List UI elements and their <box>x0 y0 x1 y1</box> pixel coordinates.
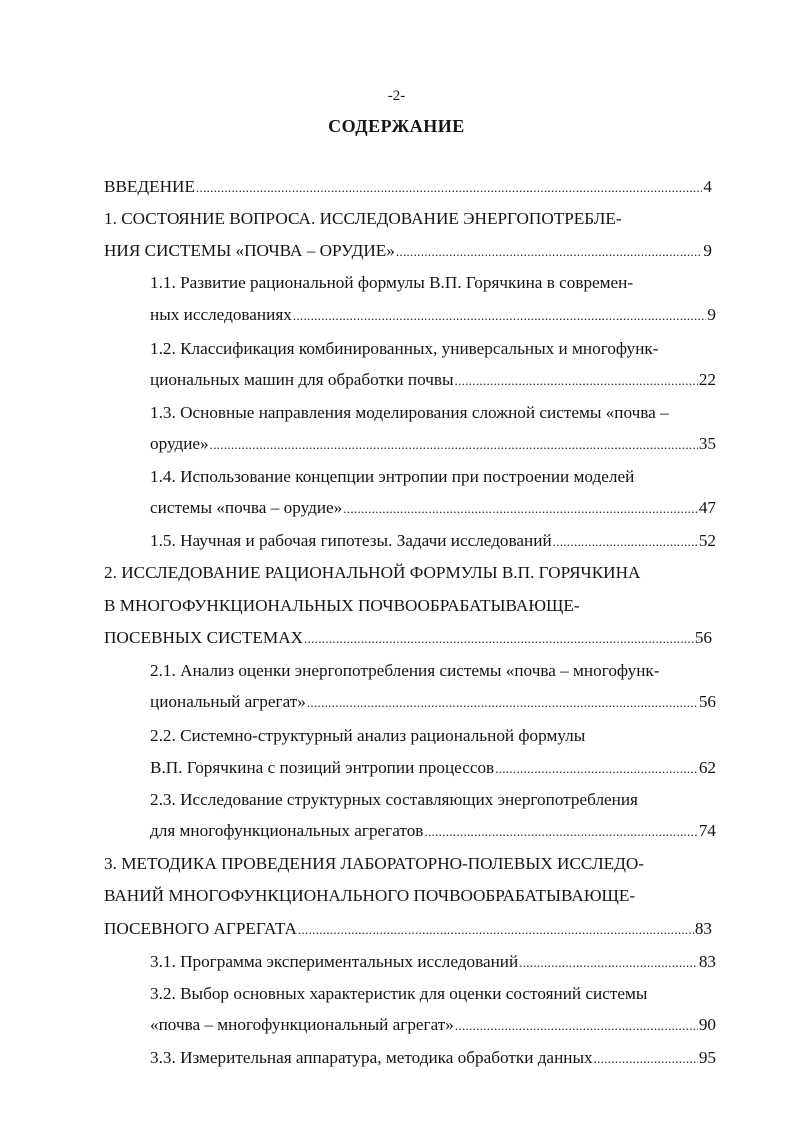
dot-leader <box>455 1015 698 1036</box>
page-number: -2- <box>387 88 406 104</box>
toc-chapter-3-line-1[interactable]: 3. МЕТОДИКА ПРОВЕДЕНИЯ ЛАБОРАТОРНО-ПОЛЕВЫХ ИССЛЕДО- <box>104 854 644 873</box>
toc-chapter-3-line-2[interactable]: ВАНИЙ МНОГОФУНКЦИОНАЛЬНОГО ПОЧВООБРАБАТЫВАЮЩЕ- <box>104 886 636 905</box>
dot-leader <box>553 531 698 552</box>
dot-leader <box>210 434 698 455</box>
toc-section-1-4[interactable] <box>150 497 716 519</box>
toc-section-2-2[interactable] <box>150 757 716 779</box>
toc-page-number: 74 <box>698 821 716 840</box>
toc-entry-introduction[interactable] <box>104 176 712 198</box>
toc-entry-text: ВВЕДЕНИЕ <box>104 177 195 196</box>
toc-section-3-2[interactable] <box>150 1014 716 1036</box>
toc-entry-text: 1.5. Научная и рабочая гипотезы. Задачи исследований <box>150 531 552 550</box>
toc-page-number: 95 <box>698 1048 716 1067</box>
toc-section-1-3-line-1[interactable]: 1.3. Основные направления моделирования сложной системы «почва – <box>150 403 669 422</box>
toc-page-number: 90 <box>698 1015 716 1034</box>
toc-page-number: 9 <box>707 305 716 324</box>
dot-leader <box>396 241 703 262</box>
toc-section-3-2-line-1[interactable]: 3.2. Выбор основных характеристик для оценки состояний системы <box>150 984 648 1003</box>
toc-page-number: 83 <box>698 952 716 971</box>
toc-section-1-5[interactable] <box>150 530 716 552</box>
toc-section-2-1-line-1[interactable]: 2.1. Анализ оценки энергопотребления системы «почва – многофунк- <box>150 661 660 680</box>
toc-section-1-3[interactable] <box>150 433 716 455</box>
toc-entry-text: ПОСЕВНОГО АГРЕГАТА <box>104 919 297 938</box>
dot-leader <box>343 498 698 519</box>
toc-chapter-2[interactable] <box>104 627 712 649</box>
toc-section-1-2-line-1[interactable]: 1.2. Классификация комбинированных, универсальных и многофунк- <box>150 339 659 358</box>
toc-entry-text: НИЯ СИСТЕМЫ «ПОЧВА – ОРУДИЕ» <box>104 241 395 260</box>
toc-section-2-3[interactable] <box>150 820 716 842</box>
toc-entry-text: 3.1. Программа экспериментальных исследований <box>150 952 519 971</box>
dot-leader <box>196 177 702 198</box>
dot-leader <box>594 1048 698 1069</box>
toc-page-number: 56 <box>694 628 712 647</box>
dot-leader <box>307 692 698 713</box>
toc-entry-text: циональных машин для обработки почвы <box>150 370 454 389</box>
toc-section-2-3-line-1[interactable]: 2.3. Исследование структурных составляющих энергопотребления <box>150 790 638 809</box>
toc-chapter-1[interactable] <box>104 240 712 262</box>
toc-section-1-1[interactable] <box>150 304 716 326</box>
dot-leader <box>495 758 698 779</box>
toc-section-3-1[interactable] <box>150 951 716 973</box>
toc-section-2-2-line-1[interactable]: 2.2. Системно-структурный анализ рациональной формулы <box>150 726 586 745</box>
toc-page-number: 52 <box>698 531 716 550</box>
toc-section-3-3[interactable] <box>150 1047 716 1069</box>
dot-leader <box>293 305 707 326</box>
toc-entry-text: В.П. Горячкина с позиций энтропии процессов <box>150 758 495 777</box>
toc-page-number: 56 <box>698 692 716 711</box>
dot-leader <box>424 821 697 842</box>
toc-chapter-3[interactable] <box>104 918 712 940</box>
toc-page-number: 62 <box>698 758 716 777</box>
dot-leader <box>304 628 694 649</box>
dot-leader <box>298 919 694 940</box>
toc-page-number: 35 <box>698 434 716 453</box>
toc-page-number: 22 <box>698 370 716 389</box>
toc-section-1-2[interactable] <box>150 369 716 391</box>
toc-entry-text: циональный агрегат» <box>150 692 306 711</box>
dot-leader <box>455 370 698 391</box>
toc-entry-text: ПОСЕВНЫХ СИСТЕМАХ <box>104 628 304 647</box>
toc-section-1-4-line-1[interactable]: 1.4. Использование концепции энтропии при построении моделей <box>150 467 635 486</box>
toc-section-1-1-line-1[interactable]: 1.1. Развитие рациональной формулы В.П. Горячкина в современ- <box>150 273 634 292</box>
toc-page-number: 4 <box>703 177 712 196</box>
toc-page-number: 83 <box>694 919 712 938</box>
toc-entry-text: 3.3. Измерительная аппаратура, методика обработки данных <box>150 1048 593 1067</box>
toc-chapter-2-line-2[interactable]: В МНОГОФУНКЦИОНАЛЬНЫХ ПОЧВООБРАБАТЫВАЮЩЕ- <box>104 596 580 615</box>
toc-entry-text: «почва – многофункциональный агрегат» <box>150 1015 454 1034</box>
toc-entry-text: орудие» <box>150 434 209 453</box>
toc-chapter-2-line-1[interactable]: 2. ИССЛЕДОВАНИЕ РАЦИОНАЛЬНОЙ ФОРМУЛЫ В.П. ГОРЯЧКИНА <box>104 563 641 582</box>
toc-chapter-1-line-1[interactable]: 1. СОСТОЯНИЕ ВОПРОСА. ИССЛЕДОВАНИЕ ЭНЕРГОПОТРЕБЛЕ- <box>104 209 622 228</box>
toc-entry-text: ных исследованиях <box>150 305 292 324</box>
toc-section-2-1[interactable] <box>150 691 716 713</box>
toc-page-number: 47 <box>698 498 716 517</box>
toc-page-number: 9 <box>703 241 712 260</box>
dot-leader <box>519 952 698 973</box>
toc-entry-text: системы «почва – орудие» <box>150 498 343 517</box>
page-title: СОДЕРЖАНИЕ <box>328 116 465 136</box>
toc-entry-text: для многофункциональных агрегатов <box>150 821 424 840</box>
